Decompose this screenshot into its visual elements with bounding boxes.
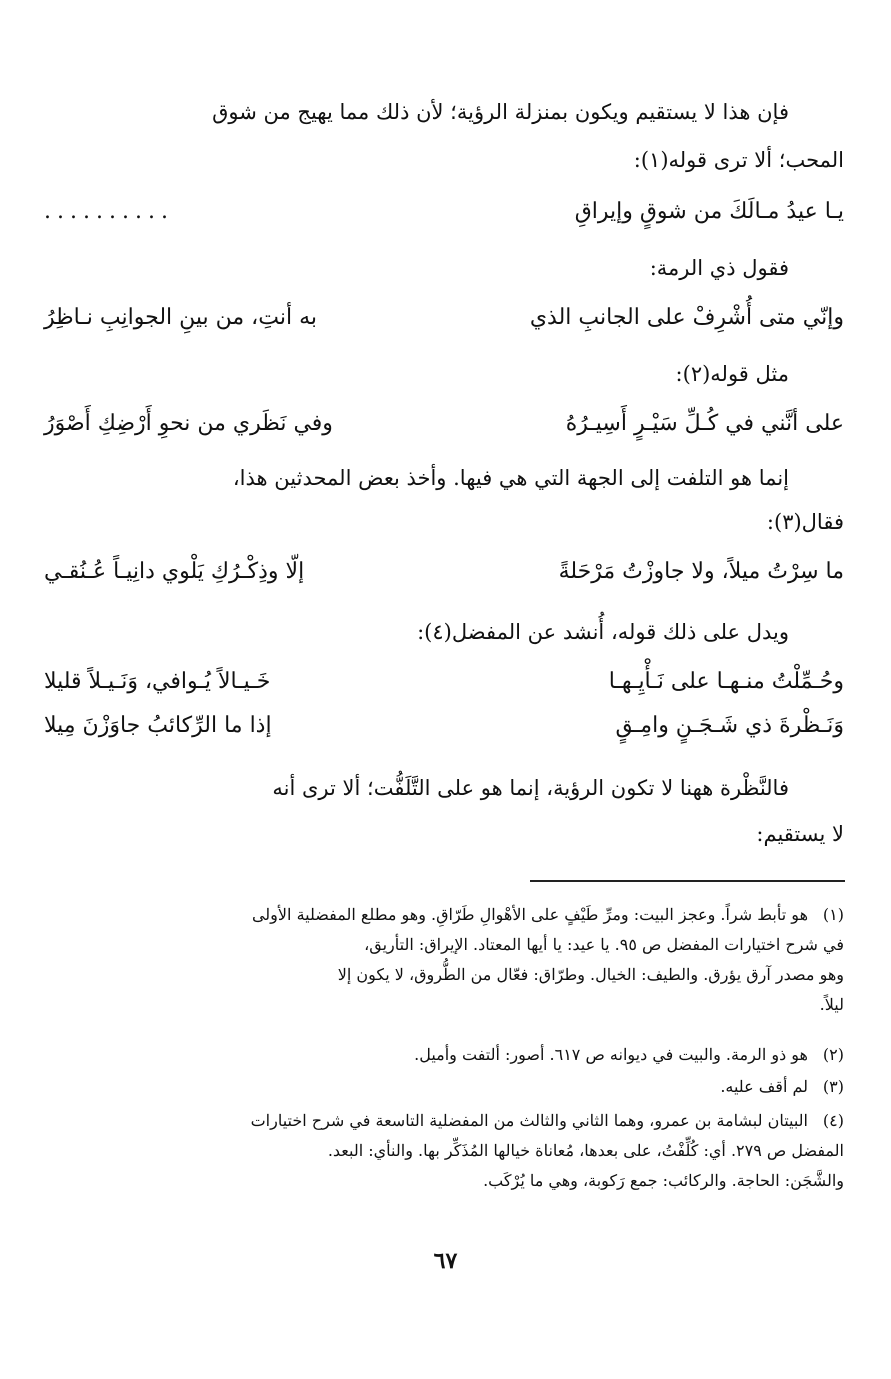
verse-5-first-hemistich: وحُـمِّلْتُ منـهـا على نَـأْيِـهـا: [608, 669, 844, 694]
footnote-4-line-2: المفضل ص ٢٧٩. أي: كُلِّفْتُ، على بعدها، مُعاناة خيالها المُذَكِّر بها. والنأي: البعد.: [327, 1141, 844, 1160]
verse-4-first-hemistich: ما سِرْتُ ميلاً، ولا جاوزْتُ مَرْحَلةً: [558, 559, 844, 584]
paragraph-3: مثل قوله(٢):: [675, 362, 789, 386]
verse-4-second-hemistich: إلّا وذِكْـرُكِ يَلْوي دانِيـاً عُـنُقـي: [44, 559, 305, 584]
verse-1: [44, 190, 844, 234]
paragraph-4-line-2: فقال(٣):: [766, 510, 844, 534]
footnote-4: [44, 1106, 844, 1135]
page-number: ٦٧: [433, 1248, 458, 1274]
paragraph-2: فقول ذي الرمة:: [649, 256, 789, 280]
footnote-4-line-1: البيتان لبشامة بن عمرو، وهما الثاني والثالث من المفضلية التاسعة في شرح اختيارات: [250, 1111, 808, 1130]
verse-1-first-hemistich: يـا عيدُ مـالَكَ من شوقٍ وإيراقِ: [574, 199, 844, 224]
footnote-1-line-3: وهو مصدر آرق يؤرق. والطيف: الخيال. وطرّاق: فعّال من الطُّروق، لا يكون إلا: [337, 965, 844, 984]
footnote-1-line-4: ليلاً.: [819, 995, 844, 1014]
verse-6-first-hemistich: وَنَـظْرةَ ذي شَـجَـنٍ وامِـقٍ: [615, 713, 844, 738]
verse-6: [44, 704, 844, 748]
paragraph-4-line-1: إنما هو التلفت إلى الجهة التي هي فيها. وأخذ بعض المحدثين هذا،: [232, 466, 789, 490]
paragraph-5: ويدل على ذلك قوله، أُنشد عن المفضل(٤):: [417, 620, 789, 644]
footnote-2-number: (٢): [822, 1045, 844, 1064]
footnote-3-line-1: لم أقف عليه.: [720, 1077, 808, 1096]
footnote-4-number: (٤): [822, 1111, 844, 1130]
verse-3-first-hemistich: على أنَّني في كُـلِّ سَيْـرٍ أَسِيـرُهُ: [565, 411, 844, 436]
verse-6-second-hemistich: إذا ما الرِّكائبُ جاوَزْنَ مِيلا: [44, 713, 272, 738]
paragraph-6-line-2: لا يستقيم:: [756, 822, 844, 846]
footnote-1: [44, 900, 844, 929]
verse-3-second-hemistich: وفي نَظَري من نحوِ أَرْضِكِ أَصْوَرُ: [44, 411, 333, 436]
footnote-1-line-2: في شرح اختيارات المفضل ص ٩٥. يا عيد: يا أيها المعتاد. الإيراق: التأريق،: [364, 935, 844, 954]
footnote-4-line-3: والشَّجَن: الحاجة. والركائب: جمع رَكوبة، وهي ما يُرْكَب.: [483, 1171, 844, 1190]
paragraph-1-line-2: المحب؛ ألا ترى قوله(١):: [633, 148, 844, 172]
verse-1-omitted-hemistich: ..........: [44, 199, 174, 224]
verse-2-second-hemistich: به أنتِ، من بينِ الجوانِبِ نـاظِرُ: [44, 305, 318, 330]
footnote-3: [44, 1072, 844, 1101]
verse-5-second-hemistich: خَـيـالاً يُـوافي، وَنَـيـلاً قليلا: [44, 669, 271, 694]
verse-5: [44, 660, 844, 704]
verse-4: [44, 550, 844, 594]
footnote-3-number: (٣): [822, 1077, 844, 1096]
verse-2-first-hemistich: وإنّي متى أُشْرِفْ على الجانبِ الذي: [529, 305, 844, 330]
footnote-1-line-1: هو تأبط شراً. وعجز البيت: ومرِّ طَيْفٍ على الأهْوالِ طَرّاقِ. وهو مطلع المفضلية الأولى: [251, 905, 808, 924]
paragraph-1-line-1: فإن هذا لا يستقيم ويكون بمنزلة الرؤية؛ لأن ذلك مما يهيج من شوق: [212, 100, 789, 124]
footnote-2: [44, 1040, 844, 1069]
paragraph-6-line-1: فالنَّظْرة ههنا لا تكون الرؤية، إنما هو على التَّلَفُّت؛ ألا ترى أنه: [272, 776, 789, 800]
verse-2: [44, 296, 844, 340]
footnote-separator: [530, 880, 845, 882]
verse-3: [44, 402, 844, 446]
footnote-2-line-1: هو ذو الرمة. والبيت في ديوانه ص ٦١٧. أصور: ألتفت وأميل.: [414, 1045, 808, 1064]
footnote-1-number: (١): [822, 905, 844, 924]
